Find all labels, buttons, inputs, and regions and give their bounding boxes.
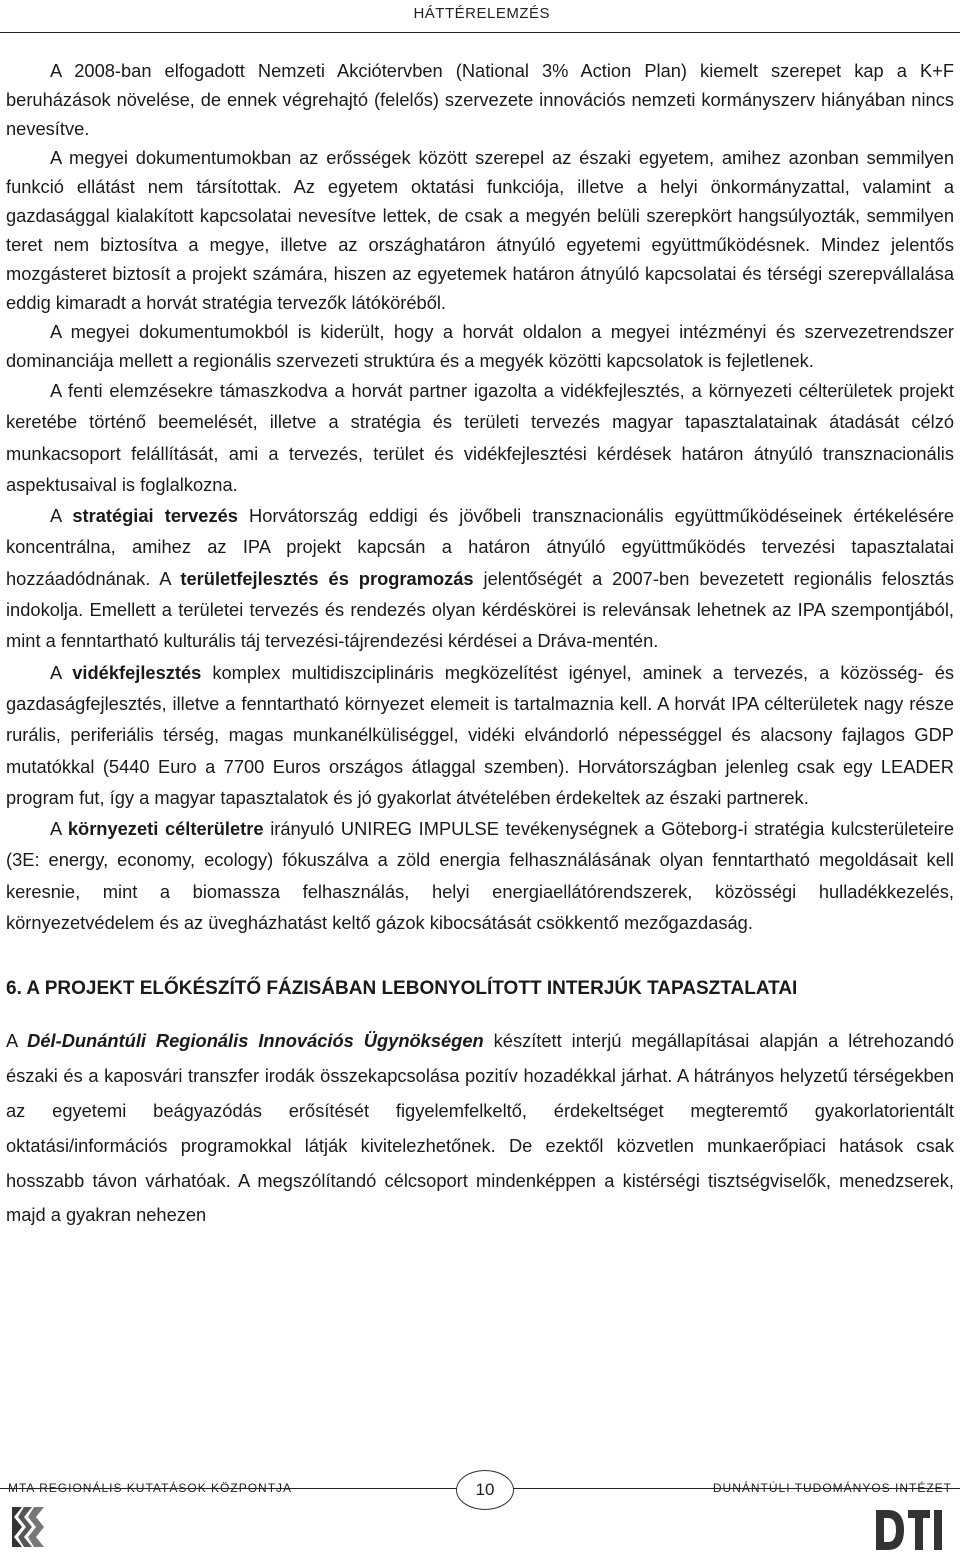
body-text [6, 56, 954, 1233]
term-regional-development: területfejlesztés és programozás [180, 567, 474, 589]
header-title: HÁTTÉRELEMZÉS [413, 5, 550, 22]
running-header [0, 0, 960, 33]
paragraph-rural-development: A vidékfejlesztés komplex multidiszciplináris megközelítést igényel, aminek a tervezés, a közösség- és gazdaságfejlesztés, illetve a fenntartható környezet elemeit is tartalmaznia kell. A horvát IPA célterületek nagy része rurális, periferiális térség, magas munkanélküliséggel, vidéki elvándorló népességgel és alacsony fajlagos GDP mutatókkal (5440 Euro a 7700 Euros országos átlaggal szemben). Horvátországban jelenleg csak egy LEADER program fut, így a magyar tapasztalatok és jó gyakorlat átvételében érdekeltek az északi partnerek. [6, 661, 955, 808]
footer-institute-left: MTA REGIONÁLIS KUTATÁSOK KÖZPONTJA [8, 1481, 293, 1495]
term-strategic-planning: stratégiai tervezés [72, 505, 238, 527]
dti-logo-icon [868, 1500, 952, 1563]
paragraph-county-documents: A megyei dokumentumokban az erősségek között szerepel az északi egyetem, amihez azonban semmilyen funkció ellátást nem társítottak. Az egyetem oktatási funkciója, illetve a helyi önkormányzattal, valamint a gazdasággal kialakított kapcsolatai nevesítve lettek, de csak a megyén belüli szerepkört hangsúlyozták, semmilyen teret nem biztosítva a megye, illetve az országhatáron átnyúló egyetemi együttműködésnek. Mindez jelentős mozgásteret biztosít a projekt számára, hiszen az egyetemek határon átnyúló kapcsolatai és térségi szerepvállalása eddig kimaradt a horvát stratégia tervezők látóköréből. [6, 147, 954, 313]
paragraph-institutional-system: A megyei dokumentumokból is kiderült, hogy a horvát oldalon a megyei intézményi és szervezetrendszer dominanciája mellett a regionális szervezeti struktúra és a megyék közötti kapcsolatok is fejletlenek. [6, 321, 954, 371]
page-number: 10 [456, 1470, 514, 1510]
paragraph-environmental-target: A környezeti célterületre irányuló UNIREG IMPULSE tevékenységnek a Göteborg-i stratégia kulcsterületeire (3E: energy, economy, ecology) fókuszálva a zöld energia felhasználásának olyan fenntartható megoldásait kell keresnie, mint a biomassza felhasználás, helyi energiaellátórendszerek, közösségi hulladékkezelés, környezetvédelem és az üvegházhatást keltő gázok kibocsátását csökkentő mezőgazdaság. [6, 818, 954, 934]
paragraph-interviews: A Dél-Dunántúli Regionális Innovációs Ügynökségen készített interjú megállapításai alapján a létrehozandó északi és a kaposvári transzfer irodák összekapcsolása pozitív hozadékkal járhat. A hátrányos helyzetű térségekben az egyetemi beágyazódás erősítését figyelemfelkeltő, érdekeltséget megteremtő gyakorlatorientált oktatási/információs programokkal látják kivitelezhetőnek. De ezektől közvetlen munkaerőpiaci hatások csak hosszabb távon várhatóak. A megszólítandó célcsoport mindenképpen a kistérségi tisztségviselők, menedzserek, majd a gyakran nehezen [6, 1030, 955, 1226]
rkk-logo-icon [8, 1505, 48, 1554]
paragraph-croatian-partner: A fenti elemzésekre támaszkodva a horvát partner igazolta a vidékfejlesztés, a környezeti célterületek projekt keretébe történő beemelését, illetve a stratégia és területi tervezés magyar tapasztalatainak átadását célzó munkacsoport felállítását, ami a tervezés, terület és vidékfejlesztési kérdések határon átnyúló transznacionális aspektusaival is foglalkozna. [6, 380, 954, 495]
term-environmental-target: környezeti célterületre [67, 818, 264, 840]
footer-institute-right: DUNÁNTÚLI TUDOMÁNYOS INTÉZET [712, 1481, 952, 1495]
term-innovation-agency: Dél-Dunántúli Regionális Innovációs Ügynökségen [27, 1030, 484, 1052]
paragraph-strategic-planning: A stratégiai tervezés Horvátország eddigi és jövőbeli transznacionális együttműködéseinek értékelésére koncentrálna, amihez az IPA projekt kapcsán a határon átnyúló együttműködés tervezési tapasztalatai hozzáadódnának. A területfejlesztés és programozás jelentőségét a 2007-ben bevezetett regionális felosztás indokolja. Emellett a területei tervezés és rendezés olyan kérdéskörei is relevánsak lehetnek az IPA szempontjából, mint a fenntartható kulturális táj tervezési-tájrendezési kérdései a Dráva-mentén. [6, 505, 955, 652]
header-rule [0, 32, 960, 33]
paragraph-national-action-plan: A 2008-ban elfogadott Nemzeti Akciótervben (National 3% Action Plan) kiemelt szerepet kap a K+F beruházások növelése, de ennek végrehajtó (felelős) szervezete innovációs nemzeti kormányszerv hiányában nincs nevesítve. [6, 60, 954, 139]
section-heading: 6. A PROJEKT ELŐKÉSZÍTŐ FÁZISÁBAN LEBONYOLÍTOTT INTERJÚK TAPASZTALATAI [6, 978, 798, 1000]
term-rural-development: vidékfejlesztés [72, 661, 202, 683]
